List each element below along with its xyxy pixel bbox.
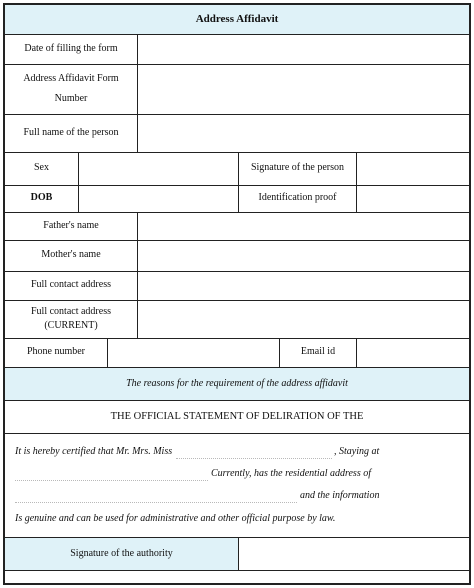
phone-field[interactable] bbox=[108, 339, 279, 367]
statement-line3: and the information bbox=[300, 490, 380, 501]
name-blank[interactable] bbox=[176, 458, 332, 459]
email-field[interactable] bbox=[357, 339, 469, 367]
form-number-field[interactable] bbox=[138, 65, 469, 114]
divider bbox=[137, 34, 138, 152]
official-statement-heading: THE OFFICIAL STATEMENT OF DELIRATION OF THE bbox=[110, 410, 364, 422]
divider bbox=[5, 570, 469, 571]
statement-line1-right: , Staying at bbox=[334, 446, 380, 457]
reasons-header: The reasons for the requirement of the address affidavit bbox=[5, 368, 469, 400]
residential-address-blank[interactable] bbox=[15, 502, 297, 503]
divider bbox=[279, 338, 280, 367]
form-number-label-line1: Address Affidavit Form bbox=[23, 72, 119, 84]
mother-name-field[interactable] bbox=[138, 241, 469, 271]
authority-signature-field[interactable] bbox=[239, 538, 469, 570]
full-name-label: Full name of the person bbox=[23, 126, 119, 138]
current-address-label-line1: Full contact address bbox=[31, 305, 111, 317]
divider bbox=[356, 152, 357, 212]
current-address-label bbox=[5, 300, 137, 338]
email-label: Email id bbox=[300, 346, 336, 358]
authority-signature-label: Signature of the authority bbox=[5, 538, 238, 570]
id-proof-field[interactable] bbox=[357, 186, 469, 212]
date-field[interactable] bbox=[138, 35, 469, 64]
divider bbox=[356, 338, 357, 367]
divider bbox=[78, 152, 79, 212]
divider bbox=[238, 152, 239, 212]
divider bbox=[107, 338, 108, 367]
full-name-field[interactable] bbox=[138, 115, 469, 152]
mother-name-label: Mother's name bbox=[41, 249, 101, 261]
current-address-label-line2: (CURRENT) bbox=[44, 320, 98, 331]
form-number-label bbox=[5, 64, 137, 114]
dob-field[interactable] bbox=[79, 186, 238, 212]
form-number-label-line2: Number bbox=[54, 93, 88, 104]
address-blank[interactable] bbox=[15, 480, 208, 481]
father-name-field[interactable] bbox=[138, 213, 469, 240]
id-proof-label: Identification proof bbox=[258, 192, 337, 204]
statement-line2: Currently, has the residential address of bbox=[211, 468, 371, 479]
phone-label: Phone number bbox=[26, 346, 86, 358]
sex-field[interactable] bbox=[79, 153, 238, 185]
signature-person-label: Signature of the person bbox=[250, 162, 345, 174]
statement-line4: Is genuine and can be used for administrative and other official purpose by law. bbox=[15, 513, 336, 524]
divider bbox=[5, 433, 469, 434]
statement-line1-left: It is hereby certified that Mr. Mrs. Miss bbox=[15, 446, 173, 457]
form-title: Address Affidavit bbox=[5, 5, 469, 34]
divider bbox=[137, 212, 138, 338]
contact-address-field[interactable] bbox=[138, 272, 469, 300]
dob-label: DOB bbox=[30, 192, 53, 204]
date-label: Date of filling the form bbox=[24, 42, 118, 54]
sex-label: Sex bbox=[34, 162, 49, 174]
father-name-label: Father's name bbox=[43, 219, 99, 231]
contact-address-label: Full contact address bbox=[31, 279, 111, 291]
signature-person-field[interactable] bbox=[357, 153, 469, 185]
current-address-field[interactable] bbox=[138, 301, 469, 338]
